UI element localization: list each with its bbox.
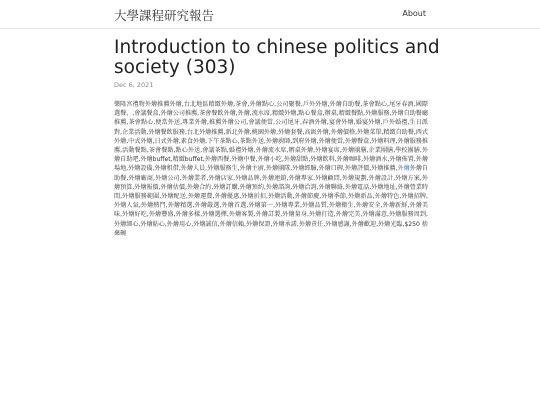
post-body-text-1: 樂隆宮禮物外燴推薦外燴,台北地區精緻外燴,茶會,外燴點心,公司聚餐,戶外外燴,外燴自助餐,茶會點心,尾牙春酒,國際選餐、,會議餐盒,外燴公司推薦,茶會餐飲外燴,外燴,流水席,精緻外燴,點心餐盒,辦桌,精緻餐點,外燴服務,外燴自助餐廳推薦,茶會點心,便當外送,專業外燴,推薦外燴公司,會議便當,公司尾牙,春酒外燴,宴會外燴,婚宴外燴,戶外婚禮,生日派對,企業活動,外燴餐飲服務,台北外燴推薦,新北外燴,桃園外燴,外燴套餐,高級外燴,外燴價格,外燴菜單,精緻自助餐,西式外燴,中式外燴,日式外燴,素食外燴,下午茶點心,茶點外送,外燴廚師,到府外燴,外燴便當,外燴餐盒,外燴料理,外燴服務推薦,活動餐點,茶會餐點,點心外送,會議茶點,婚禮外燴,外燴流水席,辦桌外燴,外燴宴席,外燴團膳,企業團膳,學校團膳,外燴自助吧,外燴buffet,精緻buffet,外燴西餐,外燴中餐,外燴小吃,外燴甜點,外燴飲料,外燴咖啡,外燴酒水,外燴佈置,外燴場地,外燴設備,外燴租借,外燴人員,外燴服務生,外燴主廚,外燴團隊,外燴經驗,外燴口碑,外燴評價,外燴推薦, — [114, 101, 428, 173]
site-header — [0, 0, 540, 29]
post-title: Introduction to chinese politics and society (303) — [114, 37, 440, 78]
inline-link[interactable]: 外燴 — [397, 165, 410, 173]
site-title-link[interactable]: 大學課程研究報告 — [114, 8, 215, 23]
post-body-text-2: 外燴自助餐,外燴廠商,外燴公司,外燴業者,外燴店家,外燴品牌,外燴連鎖,外燴專家,外燴顧問,外燴規劃,外燴設計,外燴方案,外燴預算,外燴報價,外燴估價,外燴合約,外燴訂購,外燴預約,外燴諮詢,外燴洽詢,外燴聯絡,外燴電話,外燴地址,外燴營業時間,外燴服務範圍,外燴配送,外燴運費,外燴優惠,外燴折扣,外燴活動,外燴節慶,外燴季節,外燴新品,外燴特色,外燴招牌,外燴人氣,外燴熱門,外燴精選,外燴嚴選,外燴首選,外燴第一,外燴專業,外燴品質,外燴衛生,外燴安全,外燴新鮮,外燴美味,外燴好吃,外燴豐盛,外燴多樣,外燴選擇,外燴客製,外燴訂製,外燴量身,外燴打造,外燴完美,外燴滿意,外燴服務周到,外燴細心,外燴貼心,外燴用心,外燴誠信,外燴信賴,外燴保證,外燴承諾,外燴責任,外燴感謝,外燴歡迎,外燴光臨,$250 捨棄碗 — [114, 165, 428, 237]
nav-about-link[interactable]: About — [402, 9, 426, 18]
post-body — [114, 100, 428, 405]
post-date: Dec 6, 2021 — [114, 81, 154, 89]
